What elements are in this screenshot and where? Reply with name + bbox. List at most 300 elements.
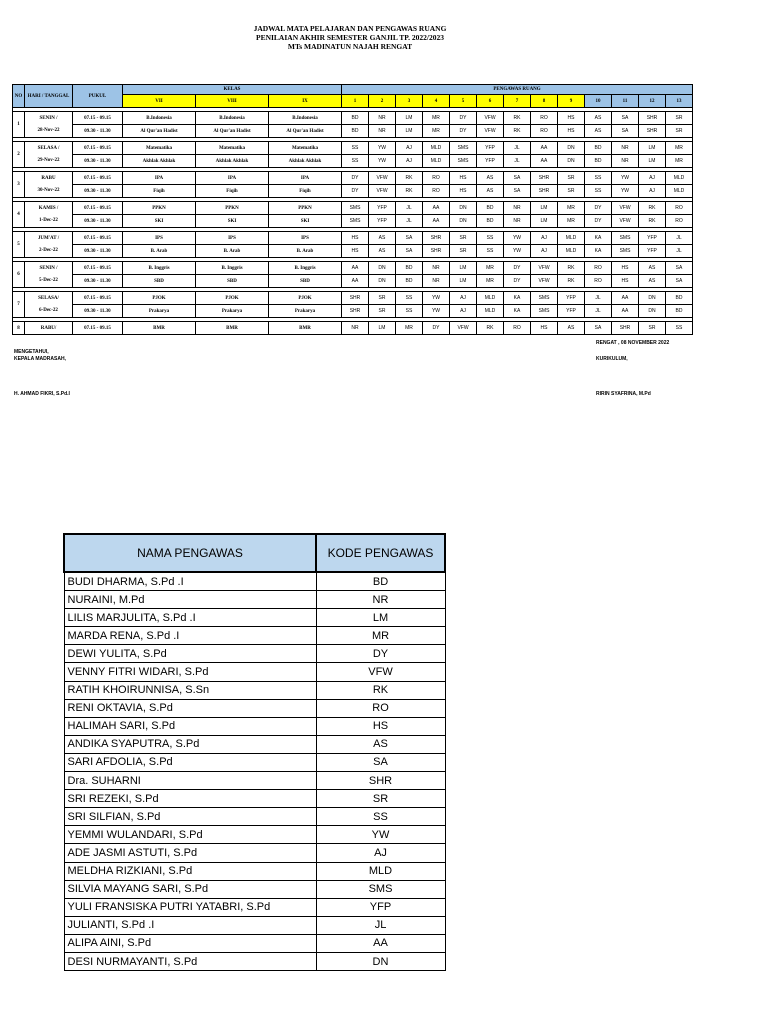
supervisor-name: RATIH KHOIRUNNISA, S.Sn	[64, 681, 316, 699]
supervisor-code-cell: SHR	[342, 305, 369, 318]
supervisor-code-cell: BD	[477, 215, 504, 228]
supervisor-code-cell: VFW	[369, 185, 396, 198]
supervisor-code-cell: DN	[369, 275, 396, 288]
supervisor-code-cell: DN	[639, 305, 666, 318]
supervisor-code-cell: NR	[504, 202, 531, 215]
subject-cell: SBD	[196, 275, 269, 288]
table-row	[13, 292, 693, 305]
supervisor-code-cell: RK	[396, 185, 423, 198]
supervisor-code-cell: RK	[558, 275, 585, 288]
legend-row	[64, 952, 445, 970]
subject-cell: SBD	[269, 275, 342, 288]
supervisor-code-cell: SS	[396, 292, 423, 305]
header-ruang-1: 1	[342, 95, 369, 108]
supervisor-code: DN	[316, 952, 445, 970]
supervisor-code-cell: SA	[585, 322, 612, 335]
subject-cell: Prakarya	[269, 305, 342, 318]
legend-row	[64, 645, 445, 663]
supervisor-name: YULI FRANSISKA PUTRI YATABRI, S.Pd	[64, 898, 316, 916]
title-line-2: PENILAIAN AKHIR SEMESTER GANJIL TP. 2022/2023	[256, 33, 444, 42]
supervisor-code: DY	[316, 645, 445, 663]
supervisor-code-cell: VFW	[531, 262, 558, 275]
supervisor-code-cell: LM	[450, 262, 477, 275]
supervisor-code-cell: AA	[531, 142, 558, 155]
supervisor-code-cell: HS	[612, 262, 639, 275]
day-date: 28-Nov-22	[25, 125, 73, 138]
supervisor-code-cell: MR	[423, 112, 450, 125]
supervisor-code-cell: DN	[558, 142, 585, 155]
supervisor-name: SRI REZEKI, S.Pd	[64, 790, 316, 808]
supervisor-code-cell: KA	[585, 232, 612, 245]
supervisor-code-cell: SA	[666, 275, 693, 288]
table-row	[13, 232, 693, 245]
subject-cell: B.Indonesia	[196, 112, 269, 125]
subject-cell: PPKN	[196, 202, 269, 215]
day-date: 2-Dec-22	[25, 245, 73, 258]
session-time: 09.30 - 11.30	[73, 155, 123, 168]
supervisor-code-cell: HS	[558, 125, 585, 138]
supervisor-code-cell: AA	[612, 305, 639, 318]
session-time: 07.15 - 09.15	[73, 292, 123, 305]
subject-cell: Al Qur'an Hadist	[269, 125, 342, 138]
subject-cell: BMR	[123, 322, 196, 335]
supervisor-code-cell: SR	[639, 322, 666, 335]
subject-cell: IPS	[123, 232, 196, 245]
supervisor-code-cell: DY	[504, 275, 531, 288]
supervisor-code-cell: BD	[342, 125, 369, 138]
supervisor-code-cell: NR	[369, 112, 396, 125]
supervisor-code-cell: AA	[423, 215, 450, 228]
supervisor-code: HS	[316, 717, 445, 735]
supervisor-code-cell: KA	[504, 292, 531, 305]
legend-row	[64, 699, 445, 717]
supervisor-code-cell: DY	[504, 262, 531, 275]
supervisor-code-cell: SR	[450, 232, 477, 245]
session-time: 07.15 - 09.15	[73, 172, 123, 185]
subject-cell: PJOK	[123, 292, 196, 305]
subject-cell: Prakarya	[123, 305, 196, 318]
day-name: SELASA /	[25, 142, 73, 155]
supervisor-code-cell: SMS	[612, 245, 639, 258]
supervisor-name: MARDA RENA, S.Pd .I	[64, 627, 316, 645]
legend-row	[64, 862, 445, 880]
supervisor-code-cell: HS	[531, 322, 558, 335]
subject-cell: PJOK	[196, 292, 269, 305]
supervisor-code-cell: SS	[342, 142, 369, 155]
session-time: 09.30 - 11.30	[73, 215, 123, 228]
day-number: 7	[13, 292, 25, 318]
header-no: NO	[13, 85, 25, 108]
supervisor-code-cell: SA	[612, 112, 639, 125]
subject-cell: PPKN	[269, 202, 342, 215]
supervisor-code-cell: RO	[585, 262, 612, 275]
day-date: 30-Nov-22	[25, 185, 73, 198]
subject-cell: Akhlak Akhlak	[269, 155, 342, 168]
supervisor-code-cell: AA	[423, 202, 450, 215]
header-kelas: KELAS	[123, 85, 342, 95]
supervisor-code-cell: SMS	[531, 292, 558, 305]
supervisor-code-cell: JL	[666, 245, 693, 258]
supervisor-code-cell: SA	[504, 172, 531, 185]
day-number: 8	[13, 322, 25, 335]
supervisor-legend-table	[63, 533, 446, 971]
supervisor-code-cell: YW	[423, 292, 450, 305]
supervisor-code-cell: DY	[450, 112, 477, 125]
supervisor-code-cell: YW	[612, 185, 639, 198]
supervisor-code-cell: SHR	[639, 125, 666, 138]
legend-row	[64, 934, 445, 952]
supervisor-code-cell: NR	[369, 125, 396, 138]
day-name: SENIN /	[25, 262, 73, 275]
supervisor-code-cell: SR	[558, 185, 585, 198]
legend-row	[64, 591, 445, 609]
session-time: 09.30 - 11.30	[73, 305, 123, 318]
table-row	[13, 305, 693, 318]
supervisor-code-cell: MLD	[666, 185, 693, 198]
supervisor-code-cell: RK	[639, 215, 666, 228]
supervisor-code-cell: SR	[666, 125, 693, 138]
supervisor-code-cell: LM	[531, 215, 558, 228]
supervisor-code-cell: NR	[504, 215, 531, 228]
supervisor-name: DESI NURMAYANTI, S.Pd	[64, 952, 316, 970]
supervisor-code-cell: NR	[423, 275, 450, 288]
session-time: 07.15 - 09.15	[73, 232, 123, 245]
supervisor-code-cell: SMS	[342, 202, 369, 215]
supervisor-name: YEMMI WULANDARI, S.Pd	[64, 826, 316, 844]
supervisor-code-cell: VFW	[531, 275, 558, 288]
supervisor-code-cell: DN	[558, 155, 585, 168]
supervisor-code-cell: MR	[396, 322, 423, 335]
legend-header-code: KODE PENGAWAS	[316, 534, 445, 572]
supervisor-code-cell: SS	[477, 245, 504, 258]
supervisor-code-cell: SR	[558, 172, 585, 185]
supervisor-code-cell: AS	[639, 275, 666, 288]
session-time: 09.30 - 11.30	[73, 245, 123, 258]
session-time: 07.15 - 09.15	[73, 322, 123, 335]
supervisor-code-cell: JL	[396, 202, 423, 215]
supervisor-code-cell: SHR	[423, 232, 450, 245]
supervisor-code-cell: BD	[585, 142, 612, 155]
supervisor-code-cell: RO	[531, 112, 558, 125]
supervisor-code-cell: BD	[477, 202, 504, 215]
supervisor-code-cell: MLD	[477, 305, 504, 318]
supervisor-name: BUDI DHARMA, S.Pd .I	[64, 572, 316, 591]
subject-cell: SKI	[269, 215, 342, 228]
supervisor-code-cell: SHR	[531, 172, 558, 185]
day-name: SENIN /	[25, 112, 73, 125]
supervisor-code-cell: SR	[369, 292, 396, 305]
supervisor-code-cell: SMS	[612, 232, 639, 245]
supervisor-code-cell: RO	[666, 215, 693, 228]
header-ruang-7: 7	[504, 95, 531, 108]
supervisor-code-cell: JL	[396, 215, 423, 228]
subject-cell: BMR	[269, 322, 342, 335]
supervisor-code-cell: SS	[585, 172, 612, 185]
supervisor-code-cell: RO	[423, 172, 450, 185]
supervisor-code-cell: DY	[342, 185, 369, 198]
legend-row	[64, 808, 445, 826]
day-number: 6	[13, 262, 25, 288]
table-row	[13, 262, 693, 275]
supervisor-code-cell: YW	[369, 155, 396, 168]
supervisor-code-cell: MR	[558, 202, 585, 215]
supervisor-code-cell: AJ	[639, 185, 666, 198]
session-time: 09.30 - 11.30	[73, 275, 123, 288]
supervisor-code-cell: SA	[666, 262, 693, 275]
header-ruang-8: 8	[531, 95, 558, 108]
table-row	[13, 245, 693, 258]
supervisor-code-cell: DY	[585, 215, 612, 228]
day-name: RABU/	[25, 322, 73, 335]
supervisor-code-cell: MR	[477, 262, 504, 275]
legend-row	[64, 916, 445, 934]
legend-row	[64, 753, 445, 771]
supervisor-name: RENI OKTAVIA, S.Pd	[64, 699, 316, 717]
supervisor-code-cell: HS	[450, 172, 477, 185]
header-ruang-12: 12	[639, 95, 666, 108]
table-row	[13, 185, 693, 198]
supervisor-code-cell: SHR	[342, 292, 369, 305]
legend-row	[64, 880, 445, 898]
supervisor-code-cell: SA	[504, 185, 531, 198]
supervisor-code-cell: AS	[477, 185, 504, 198]
supervisor-code: SA	[316, 753, 445, 771]
left-signature-line-2: KEPALA MADRASAH,	[14, 356, 66, 362]
supervisor-code-cell: HS	[558, 112, 585, 125]
day-date: 29-Nov-22	[25, 155, 73, 168]
subject-cell: B. Inggris	[269, 262, 342, 275]
supervisor-code-cell: RO	[504, 322, 531, 335]
header-ruang-2: 2	[369, 95, 396, 108]
supervisor-code-cell: YFP	[639, 232, 666, 245]
supervisor-code-cell: DY	[585, 202, 612, 215]
supervisor-code-cell: DN	[369, 262, 396, 275]
session-time: 09.30 - 11.30	[73, 185, 123, 198]
supervisor-code-cell: HS	[612, 275, 639, 288]
header-ruang-11: 11	[612, 95, 639, 108]
supervisor-code-cell: RO	[531, 125, 558, 138]
table-row	[13, 142, 693, 155]
supervisor-code-cell: AA	[612, 292, 639, 305]
header-kelas-ix: IX	[269, 95, 342, 108]
supervisor-code-cell: RK	[558, 262, 585, 275]
supervisor-code-cell: YFP	[558, 305, 585, 318]
session-time: 07.15 - 09.15	[73, 202, 123, 215]
supervisor-code-cell: RK	[504, 112, 531, 125]
supervisor-code-cell: LM	[639, 142, 666, 155]
supervisor-code-cell: MLD	[558, 232, 585, 245]
subject-cell: IPS	[269, 232, 342, 245]
supervisor-code: NR	[316, 591, 445, 609]
day-number: 2	[13, 142, 25, 168]
table-row	[13, 155, 693, 168]
supervisor-code-cell: AJ	[450, 292, 477, 305]
table-row	[13, 125, 693, 138]
header-ruang-10: 10	[585, 95, 612, 108]
supervisor-code: YFP	[316, 898, 445, 916]
day-name: JUM'AT /	[25, 232, 73, 245]
supervisor-code-cell: NR	[612, 142, 639, 155]
supervisor-code-cell: AA	[531, 155, 558, 168]
table-row	[13, 202, 693, 215]
supervisor-code-cell: RO	[423, 185, 450, 198]
supervisor-name: JULIANTI, S.Pd .I	[64, 916, 316, 934]
supervisor-code: BD	[316, 572, 445, 591]
subject-cell: Fiqih	[123, 185, 196, 198]
supervisor-code-cell: SHR	[531, 185, 558, 198]
legend-row	[64, 844, 445, 862]
supervisor-code-cell: SS	[585, 185, 612, 198]
supervisor-code-cell: AS	[477, 172, 504, 185]
supervisor-code-cell: BD	[342, 112, 369, 125]
subject-cell: B.Indonesia	[269, 112, 342, 125]
legend-row	[64, 772, 445, 790]
header-kelas-vii: VII	[123, 95, 196, 108]
legend-row	[64, 663, 445, 681]
legend-row	[64, 627, 445, 645]
supervisor-code-cell: YFP	[639, 245, 666, 258]
supervisor-code-cell: SR	[450, 245, 477, 258]
supervisor-code-cell: YW	[369, 142, 396, 155]
schedule-header-row-1	[13, 85, 693, 95]
session-time: 09.30 - 11.30	[73, 125, 123, 138]
supervisor-code: VFW	[316, 663, 445, 681]
subject-cell: Matematika	[123, 142, 196, 155]
supervisor-name: VENNY FITRI WIDARI, S.Pd	[64, 663, 316, 681]
subject-cell: PPKN	[123, 202, 196, 215]
supervisor-code-cell: HS	[342, 232, 369, 245]
supervisor-code-cell: SS	[342, 155, 369, 168]
header-kelas-viii: VIII	[196, 95, 269, 108]
supervisor-code-cell: LM	[531, 202, 558, 215]
supervisor-code-cell: JL	[504, 155, 531, 168]
legend-header-name: NAMA PENGAWAS	[64, 534, 316, 572]
legend-row	[64, 790, 445, 808]
legend-row	[64, 735, 445, 753]
supervisor-code-cell: JL	[504, 142, 531, 155]
subject-cell: IPA	[196, 172, 269, 185]
subject-cell: Al Qur'an Hadist	[196, 125, 269, 138]
legend-row	[64, 717, 445, 735]
table-row	[13, 172, 693, 185]
supervisor-code-cell: AJ	[450, 305, 477, 318]
subject-cell: SBD	[123, 275, 196, 288]
supervisor-code-cell: NR	[342, 322, 369, 335]
subject-cell: PJOK	[269, 292, 342, 305]
supervisor-code-cell: DN	[639, 292, 666, 305]
supervisor-code-cell: LM	[369, 322, 396, 335]
table-row	[13, 322, 693, 335]
supervisor-code-cell: HS	[450, 185, 477, 198]
subject-cell: Akhlak Akhlak	[123, 155, 196, 168]
supervisor-code-cell: MR	[666, 155, 693, 168]
header-ruang-9: 9	[558, 95, 585, 108]
supervisor-code-cell: DY	[342, 172, 369, 185]
header-pengawas: PENGAWAS RUANG	[342, 85, 693, 95]
title-line-3: MTs MADINATUN NAJAH RENGAT	[287, 42, 413, 51]
supervisor-code-cell: HS	[342, 245, 369, 258]
supervisor-code-cell: AJ	[531, 245, 558, 258]
supervisor-code-cell: SA	[396, 232, 423, 245]
supervisor-code-cell: BD	[666, 292, 693, 305]
right-signature-line-1: KURIKULUM,	[596, 356, 628, 362]
subject-cell: Matematika	[269, 142, 342, 155]
supervisor-code-cell: MLD	[477, 292, 504, 305]
supervisor-code-cell: VFW	[612, 215, 639, 228]
supervisor-code: RK	[316, 681, 445, 699]
supervisor-code-cell: JL	[666, 232, 693, 245]
header-ruang-6: 6	[477, 95, 504, 108]
header-ruang-13: 13	[666, 95, 693, 108]
supervisor-code-cell: NR	[423, 262, 450, 275]
supervisor-code: LM	[316, 609, 445, 627]
supervisor-name: NURAINI, M.Pd	[64, 591, 316, 609]
supervisor-code-cell: AS	[558, 322, 585, 335]
supervisor-code-cell: MR	[558, 215, 585, 228]
supervisor-code-cell: AA	[342, 275, 369, 288]
supervisor-name: SILVIA MAYANG SARI, S.Pd	[64, 880, 316, 898]
supervisor-code-cell: SMS	[342, 215, 369, 228]
subject-cell: Fiqih	[196, 185, 269, 198]
place-date: RENGAT , 08 NOVEMBER 2022	[596, 340, 670, 346]
supervisor-code-cell: DN	[450, 202, 477, 215]
day-number: 4	[13, 202, 25, 228]
supervisor-code: SHR	[316, 772, 445, 790]
legend-row	[64, 681, 445, 699]
header-ruang-5: 5	[450, 95, 477, 108]
legend-row	[64, 572, 445, 591]
subject-cell: B.Indonesia	[123, 112, 196, 125]
subject-cell: Al Qur'an Hadist	[123, 125, 196, 138]
supervisor-code-cell: VFW	[450, 322, 477, 335]
supervisor-code: RO	[316, 699, 445, 717]
subject-cell: SKI	[196, 215, 269, 228]
subject-cell: Akhlak Akhlak	[196, 155, 269, 168]
supervisor-code-cell: AS	[585, 112, 612, 125]
supervisor-code: YW	[316, 826, 445, 844]
supervisor-code: MLD	[316, 862, 445, 880]
supervisor-code-cell: VFW	[612, 202, 639, 215]
supervisor-name: SARI AFDOLIA, S.Pd	[64, 753, 316, 771]
subject-cell: B. Arab	[269, 245, 342, 258]
supervisor-code-cell: AS	[369, 245, 396, 258]
supervisor-code: AJ	[316, 844, 445, 862]
supervisor-code-cell: SMS	[531, 305, 558, 318]
supervisor-code-cell: BD	[585, 155, 612, 168]
subject-cell: Prakarya	[196, 305, 269, 318]
supervisor-code-cell: NR	[612, 155, 639, 168]
day-name: RABU	[25, 172, 73, 185]
supervisor-name: SRI SILFIAN, S.Pd	[64, 808, 316, 826]
supervisor-code-cell: MLD	[423, 142, 450, 155]
supervisor-name: HALIMAH SARI, S.Pd	[64, 717, 316, 735]
supervisor-code-cell: YW	[504, 232, 531, 245]
session-time: 07.15 - 09.15	[73, 262, 123, 275]
supervisor-code-cell: YFP	[477, 155, 504, 168]
supervisor-code-cell: RK	[396, 172, 423, 185]
supervisor-code-cell: SMS	[450, 155, 477, 168]
supervisor-name: ADE JASMI ASTUTI, S.Pd	[64, 844, 316, 862]
day-number: 3	[13, 172, 25, 198]
supervisor-code-cell: SS	[396, 305, 423, 318]
subject-cell: Matematika	[196, 142, 269, 155]
supervisor-code-cell: VFW	[477, 125, 504, 138]
supervisor-code-cell: RK	[477, 322, 504, 335]
supervisor-code: AA	[316, 934, 445, 952]
supervisor-code-cell: DY	[450, 125, 477, 138]
day-date: 1-Dec-22	[25, 215, 73, 228]
supervisor-code-cell: SA	[396, 245, 423, 258]
